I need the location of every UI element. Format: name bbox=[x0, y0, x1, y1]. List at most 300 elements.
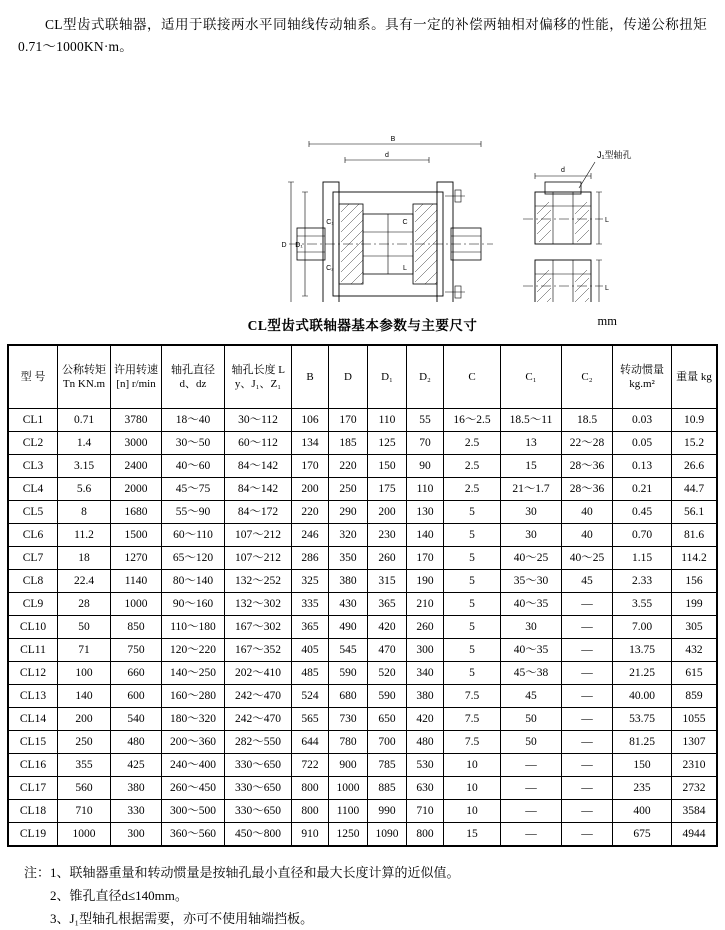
table-cell: 106 bbox=[292, 409, 329, 432]
table-cell: 110 bbox=[407, 478, 444, 501]
table-cell: 0.70 bbox=[613, 524, 672, 547]
table-cell: 13 bbox=[501, 432, 562, 455]
table-cell: 260 bbox=[368, 547, 407, 570]
table-cell: 325 bbox=[292, 570, 329, 593]
table-cell: 140 bbox=[407, 524, 444, 547]
cell-model: CL3 bbox=[8, 455, 58, 478]
table-cell: 8 bbox=[58, 501, 111, 524]
table-cell: 10 bbox=[444, 777, 501, 800]
table-cell: 45 bbox=[562, 570, 613, 593]
table-cell: 7.00 bbox=[613, 616, 672, 639]
table-row bbox=[8, 662, 717, 685]
table-cell: 220 bbox=[292, 501, 329, 524]
table-cell: 65～120 bbox=[162, 547, 225, 570]
table-cell: 250 bbox=[58, 731, 111, 754]
table-cell: 60～112 bbox=[225, 432, 292, 455]
table-cell: 480 bbox=[407, 731, 444, 754]
table-cell: 250 bbox=[329, 478, 368, 501]
table-cell: 3.55 bbox=[613, 593, 672, 616]
cell-model: CL19 bbox=[8, 823, 58, 847]
table-cell: 5 bbox=[444, 662, 501, 685]
detail-dim-d: d bbox=[560, 167, 565, 174]
table-cell: 1.15 bbox=[613, 547, 672, 570]
table-cell: — bbox=[501, 800, 562, 823]
table-cell: 710 bbox=[407, 800, 444, 823]
table-cell: 16～2.5 bbox=[444, 409, 501, 432]
table-cell: 235 bbox=[613, 777, 672, 800]
table-cell: 5 bbox=[444, 524, 501, 547]
table-cell: 28 bbox=[58, 593, 111, 616]
col-header-D2: D₂ bbox=[407, 345, 444, 409]
table-cell: 710 bbox=[58, 800, 111, 823]
table-cell: 7.5 bbox=[444, 708, 501, 731]
table-cell: 545 bbox=[329, 639, 368, 662]
table-cell: 405 bbox=[292, 639, 329, 662]
table-cell: — bbox=[562, 593, 613, 616]
table-cell: 360～560 bbox=[162, 823, 225, 847]
table-row bbox=[8, 823, 717, 847]
table-cell: 490 bbox=[329, 616, 368, 639]
table-cell: 5 bbox=[444, 593, 501, 616]
table-cell: 150 bbox=[368, 455, 407, 478]
table-cell: 7.5 bbox=[444, 685, 501, 708]
table-cell: 290 bbox=[329, 501, 368, 524]
table-cell: 675 bbox=[613, 823, 672, 847]
table-cell: 800 bbox=[292, 800, 329, 823]
table-cell: 50 bbox=[58, 616, 111, 639]
table-title: CL型齿式联轴器基本参数与主要尺寸 bbox=[247, 318, 478, 333]
table-cell: 246 bbox=[292, 524, 329, 547]
detail-dim-L-top: L bbox=[604, 217, 609, 224]
dim-label-b: B bbox=[390, 136, 395, 143]
table-cell: 81.6 bbox=[672, 524, 718, 547]
table-cell: 680 bbox=[329, 685, 368, 708]
table-cell: 430 bbox=[329, 593, 368, 616]
dim-label-L: L bbox=[402, 265, 407, 272]
cell-model: CL5 bbox=[8, 501, 58, 524]
table-cell: 90～160 bbox=[162, 593, 225, 616]
table-cell: 5 bbox=[444, 639, 501, 662]
table-cell: 365 bbox=[368, 593, 407, 616]
coupling-diagram-svg bbox=[83, 64, 643, 302]
table-cell: 242～470 bbox=[225, 685, 292, 708]
table-cell: 425 bbox=[111, 754, 162, 777]
table-cell: 260 bbox=[407, 616, 444, 639]
technical-drawing-figure bbox=[0, 64, 725, 304]
table-cell: 2.5 bbox=[444, 432, 501, 455]
table-cell: 200 bbox=[58, 708, 111, 731]
table-cell: 330～650 bbox=[225, 754, 292, 777]
table-cell: 300 bbox=[111, 823, 162, 847]
table-row bbox=[8, 754, 717, 777]
table-cell: 470 bbox=[368, 639, 407, 662]
table-cell: 5 bbox=[444, 547, 501, 570]
table-cell: 40～35 bbox=[501, 639, 562, 662]
table-cell: — bbox=[562, 616, 613, 639]
table-cell: 55～90 bbox=[162, 501, 225, 524]
table-cell: 45～75 bbox=[162, 478, 225, 501]
table-cell: 1680 bbox=[111, 501, 162, 524]
table-cell: 114.2 bbox=[672, 547, 718, 570]
table-cell: 26.6 bbox=[672, 455, 718, 478]
table-cell: 3000 bbox=[111, 432, 162, 455]
table-cell: 110～180 bbox=[162, 616, 225, 639]
table-cell: 120～220 bbox=[162, 639, 225, 662]
table-cell: — bbox=[562, 685, 613, 708]
table-cell: 480 bbox=[111, 731, 162, 754]
table-row bbox=[8, 685, 717, 708]
table-cell: 22～28 bbox=[562, 432, 613, 455]
table-cell: 13.75 bbox=[613, 639, 672, 662]
table-cell: 55 bbox=[407, 409, 444, 432]
note-line-1: 注：1、联轴器重量和转动惯量是按轴孔最小直径和最大长度计算的近似值。 bbox=[24, 865, 460, 880]
dim-label-D1: D₁ bbox=[294, 242, 303, 249]
table-cell: 1307 bbox=[672, 731, 718, 754]
table-cell: 40 bbox=[562, 524, 613, 547]
table-cell: 28～36 bbox=[562, 478, 613, 501]
table-cell: 30 bbox=[501, 524, 562, 547]
table-cell: 1500 bbox=[111, 524, 162, 547]
table-cell: — bbox=[562, 777, 613, 800]
cell-model: CL10 bbox=[8, 616, 58, 639]
table-cell: 859 bbox=[672, 685, 718, 708]
table-cell: 4944 bbox=[672, 823, 718, 847]
table-cell: 644 bbox=[292, 731, 329, 754]
table-cell: 0.05 bbox=[613, 432, 672, 455]
cell-model: CL18 bbox=[8, 800, 58, 823]
table-cell: 1090 bbox=[368, 823, 407, 847]
table-cell: 990 bbox=[368, 800, 407, 823]
table-cell: 3.15 bbox=[58, 455, 111, 478]
cell-model: CL8 bbox=[8, 570, 58, 593]
table-cell: 800 bbox=[407, 823, 444, 847]
table-cell: 2400 bbox=[111, 455, 162, 478]
cell-model: CL9 bbox=[8, 593, 58, 616]
dim-label-C: C bbox=[401, 219, 408, 226]
cell-model: CL14 bbox=[8, 708, 58, 731]
table-cell: 84～172 bbox=[225, 501, 292, 524]
table-cell: 600 bbox=[111, 685, 162, 708]
table-cell: 520 bbox=[368, 662, 407, 685]
table-cell: 305 bbox=[672, 616, 718, 639]
table-cell: 56.1 bbox=[672, 501, 718, 524]
table-cell: 18～40 bbox=[162, 409, 225, 432]
table-cell: 2.5 bbox=[444, 455, 501, 478]
col-header-B: B bbox=[292, 345, 329, 409]
table-cell: 240～400 bbox=[162, 754, 225, 777]
table-cell: 1270 bbox=[111, 547, 162, 570]
col-header-torque: 公称转矩 Tn KN.m bbox=[58, 345, 111, 409]
table-cell: 1055 bbox=[672, 708, 718, 731]
table-cell: 175 bbox=[368, 478, 407, 501]
table-unit-label: mm bbox=[597, 314, 617, 328]
table-cell: 2.5 bbox=[444, 478, 501, 501]
table-cell: — bbox=[501, 754, 562, 777]
table-cell: 40.00 bbox=[613, 685, 672, 708]
table-cell: 107～212 bbox=[225, 524, 292, 547]
table-cell: 44.7 bbox=[672, 478, 718, 501]
table-cell: 30～50 bbox=[162, 432, 225, 455]
table-cell: 2000 bbox=[111, 478, 162, 501]
table-cell: 242～470 bbox=[225, 708, 292, 731]
table-cell: 524 bbox=[292, 685, 329, 708]
table-cell: 150 bbox=[613, 754, 672, 777]
table-cell: 53.75 bbox=[613, 708, 672, 731]
table-cell: 5 bbox=[444, 501, 501, 524]
table-cell: 10 bbox=[444, 754, 501, 777]
dim-label-d: d bbox=[384, 152, 389, 159]
table-cell: 380 bbox=[407, 685, 444, 708]
col-header-D1: D₁ bbox=[368, 345, 407, 409]
table-cell: 485 bbox=[292, 662, 329, 685]
table-cell: 10.9 bbox=[672, 409, 718, 432]
table-cell: 630 bbox=[407, 777, 444, 800]
table-cell: 81.25 bbox=[613, 731, 672, 754]
col-header-bore-dia: 轴孔直径 d、dz bbox=[162, 345, 225, 409]
table-cell: 282～550 bbox=[225, 731, 292, 754]
table-cell: 650 bbox=[368, 708, 407, 731]
table-cell: — bbox=[562, 731, 613, 754]
table-cell: 700 bbox=[368, 731, 407, 754]
table-cell: — bbox=[562, 754, 613, 777]
table-cell: 50 bbox=[501, 731, 562, 754]
table-cell: 365 bbox=[292, 616, 329, 639]
table-cell: 40～25 bbox=[501, 547, 562, 570]
table-cell: 110 bbox=[368, 409, 407, 432]
table-row bbox=[8, 455, 717, 478]
table-header-row bbox=[8, 345, 717, 409]
table-cell: — bbox=[562, 708, 613, 731]
table-cell: — bbox=[562, 639, 613, 662]
table-cell: 170 bbox=[292, 455, 329, 478]
table-row bbox=[8, 616, 717, 639]
table-row bbox=[8, 570, 717, 593]
note-line-3: 3、J₁型轴孔根据需要，亦可不使用轴端挡板。 bbox=[50, 911, 314, 926]
table-cell: 3584 bbox=[672, 800, 718, 823]
table-cell: 300 bbox=[407, 639, 444, 662]
table-cell: 750 bbox=[111, 639, 162, 662]
table-cell: 565 bbox=[292, 708, 329, 731]
table-cell: 21.25 bbox=[613, 662, 672, 685]
table-cell: 560 bbox=[58, 777, 111, 800]
col-header-bore-length: 轴孔长度 L y、J₁、Z₁ bbox=[225, 345, 292, 409]
col-header-C: C bbox=[444, 345, 501, 409]
table-cell: 132～302 bbox=[225, 593, 292, 616]
dim-label-C2: C₂ bbox=[325, 265, 334, 272]
table-cell: 200～360 bbox=[162, 731, 225, 754]
table-cell: 380 bbox=[111, 777, 162, 800]
table-cell: 2.33 bbox=[613, 570, 672, 593]
table-row bbox=[8, 478, 717, 501]
table-cell: 200 bbox=[368, 501, 407, 524]
col-header-inertia: 转动惯量 kg.m² bbox=[613, 345, 672, 409]
table-cell: 900 bbox=[329, 754, 368, 777]
table-cell: 167～352 bbox=[225, 639, 292, 662]
table-cell: 202～410 bbox=[225, 662, 292, 685]
table-cell: 11.2 bbox=[58, 524, 111, 547]
table-cell: 380 bbox=[329, 570, 368, 593]
table-cell: 0.03 bbox=[613, 409, 672, 432]
table-cell: 5 bbox=[444, 570, 501, 593]
col-header-C2: C₂ bbox=[562, 345, 613, 409]
table-row bbox=[8, 777, 717, 800]
dim-label-D: D bbox=[280, 242, 287, 249]
table-cell: 40～60 bbox=[162, 455, 225, 478]
table-cell: 190 bbox=[407, 570, 444, 593]
table-cell: 125 bbox=[368, 432, 407, 455]
table-cell: 210 bbox=[407, 593, 444, 616]
table-row bbox=[8, 547, 717, 570]
table-cell: 45 bbox=[501, 685, 562, 708]
table-cell: 885 bbox=[368, 777, 407, 800]
table-body bbox=[8, 409, 717, 847]
table-cell: 18 bbox=[58, 547, 111, 570]
table-cell: 80～140 bbox=[162, 570, 225, 593]
table-row bbox=[8, 731, 717, 754]
table-cell: 60～110 bbox=[162, 524, 225, 547]
parameters-table bbox=[7, 344, 718, 847]
table-cell: 1100 bbox=[329, 800, 368, 823]
table-cell: 330～650 bbox=[225, 800, 292, 823]
col-header-model: 型 号 bbox=[8, 345, 58, 409]
table-cell: 420 bbox=[407, 708, 444, 731]
table-cell: 107～212 bbox=[225, 547, 292, 570]
table-cell: 660 bbox=[111, 662, 162, 685]
table-cell: 100 bbox=[58, 662, 111, 685]
table-cell: 5.6 bbox=[58, 478, 111, 501]
table-cell: 167～302 bbox=[225, 616, 292, 639]
table-cell: 350 bbox=[329, 547, 368, 570]
cell-model: CL13 bbox=[8, 685, 58, 708]
table-cell: 200 bbox=[292, 478, 329, 501]
table-cell: 134 bbox=[292, 432, 329, 455]
table-cell: 15 bbox=[501, 455, 562, 478]
table-cell: 1140 bbox=[111, 570, 162, 593]
table-cell: 2310 bbox=[672, 754, 718, 777]
table-cell: 785 bbox=[368, 754, 407, 777]
table-cell: 132～252 bbox=[225, 570, 292, 593]
table-cell: 1.4 bbox=[58, 432, 111, 455]
table-cell: 18.5 bbox=[562, 409, 613, 432]
cell-model: CL12 bbox=[8, 662, 58, 685]
cell-model: CL15 bbox=[8, 731, 58, 754]
table-row bbox=[8, 800, 717, 823]
table-cell: 0.45 bbox=[613, 501, 672, 524]
table-cell: 15 bbox=[444, 823, 501, 847]
table-cell: 780 bbox=[329, 731, 368, 754]
col-header-speed: 许用转速 [n] r/min bbox=[111, 345, 162, 409]
cell-model: CL2 bbox=[8, 432, 58, 455]
table-cell: 160～280 bbox=[162, 685, 225, 708]
col-header-C1: C₁ bbox=[501, 345, 562, 409]
table-cell: 7.5 bbox=[444, 731, 501, 754]
table-cell: 230 bbox=[368, 524, 407, 547]
table-cell: 2732 bbox=[672, 777, 718, 800]
table-cell: 910 bbox=[292, 823, 329, 847]
table-cell: 0.13 bbox=[613, 455, 672, 478]
table-cell: 5 bbox=[444, 616, 501, 639]
table-cell: 340 bbox=[407, 662, 444, 685]
table-row bbox=[8, 524, 717, 547]
table-cell: 1000 bbox=[329, 777, 368, 800]
table-cell: 45～38 bbox=[501, 662, 562, 685]
table-cell: 30 bbox=[501, 501, 562, 524]
table-cell: 1250 bbox=[329, 823, 368, 847]
cell-model: CL17 bbox=[8, 777, 58, 800]
cell-model: CL16 bbox=[8, 754, 58, 777]
table-cell: 156 bbox=[672, 570, 718, 593]
table-cell: 320 bbox=[329, 524, 368, 547]
table-row bbox=[8, 708, 717, 731]
table-cell: 40～25 bbox=[562, 547, 613, 570]
col-header-weight: 重量 kg bbox=[672, 345, 718, 409]
table-cell: — bbox=[562, 662, 613, 685]
table-cell: 10 bbox=[444, 800, 501, 823]
table-cell: 199 bbox=[672, 593, 718, 616]
table-cell: 30～112 bbox=[225, 409, 292, 432]
table-cell: — bbox=[501, 777, 562, 800]
table-cell: 1000 bbox=[111, 593, 162, 616]
table-row bbox=[8, 639, 717, 662]
table-cell: 15.2 bbox=[672, 432, 718, 455]
table-row bbox=[8, 501, 717, 524]
table-cell: 730 bbox=[329, 708, 368, 731]
table-cell: 0.21 bbox=[613, 478, 672, 501]
table-cell: 71 bbox=[58, 639, 111, 662]
table-cell: 530 bbox=[407, 754, 444, 777]
table-cell: 40～35 bbox=[501, 593, 562, 616]
table-cell: 21～1.7 bbox=[501, 478, 562, 501]
table-cell: 590 bbox=[368, 685, 407, 708]
table-cell: 180～320 bbox=[162, 708, 225, 731]
table-cell: — bbox=[562, 800, 613, 823]
table-row bbox=[8, 432, 717, 455]
table-cell: 850 bbox=[111, 616, 162, 639]
table-cell: 615 bbox=[672, 662, 718, 685]
cell-model: CL6 bbox=[8, 524, 58, 547]
table-cell: 50 bbox=[501, 708, 562, 731]
table-cell: 0.71 bbox=[58, 409, 111, 432]
table-cell: 90 bbox=[407, 455, 444, 478]
table-cell: 432 bbox=[672, 639, 718, 662]
table-cell: 286 bbox=[292, 547, 329, 570]
table-cell: 300～500 bbox=[162, 800, 225, 823]
figure-label-j1-bore: J₁型轴孔 bbox=[596, 150, 632, 160]
document-page bbox=[0, 14, 725, 926]
table-cell: 400 bbox=[613, 800, 672, 823]
table-cell: 330 bbox=[111, 800, 162, 823]
table-row bbox=[8, 409, 717, 432]
table-cell: 140 bbox=[58, 685, 111, 708]
table-cell: 330～650 bbox=[225, 777, 292, 800]
note-line-2: 2、锥孔直径d≤140mm。 bbox=[50, 888, 188, 903]
table-cell: 170 bbox=[329, 409, 368, 432]
notes-block bbox=[0, 861, 725, 930]
table-header bbox=[8, 345, 717, 409]
cell-model: CL4 bbox=[8, 478, 58, 501]
cell-model: CL7 bbox=[8, 547, 58, 570]
table-cell: 220 bbox=[329, 455, 368, 478]
table-cell: 335 bbox=[292, 593, 329, 616]
table-cell: 22.4 bbox=[58, 570, 111, 593]
table-cell: 130 bbox=[407, 501, 444, 524]
table-row bbox=[8, 593, 717, 616]
cell-model: CL1 bbox=[8, 409, 58, 432]
table-cell: 30 bbox=[501, 616, 562, 639]
table-cell: 28～36 bbox=[562, 455, 613, 478]
cell-model: CL11 bbox=[8, 639, 58, 662]
detail-dim-L-bottom: L bbox=[604, 285, 609, 292]
